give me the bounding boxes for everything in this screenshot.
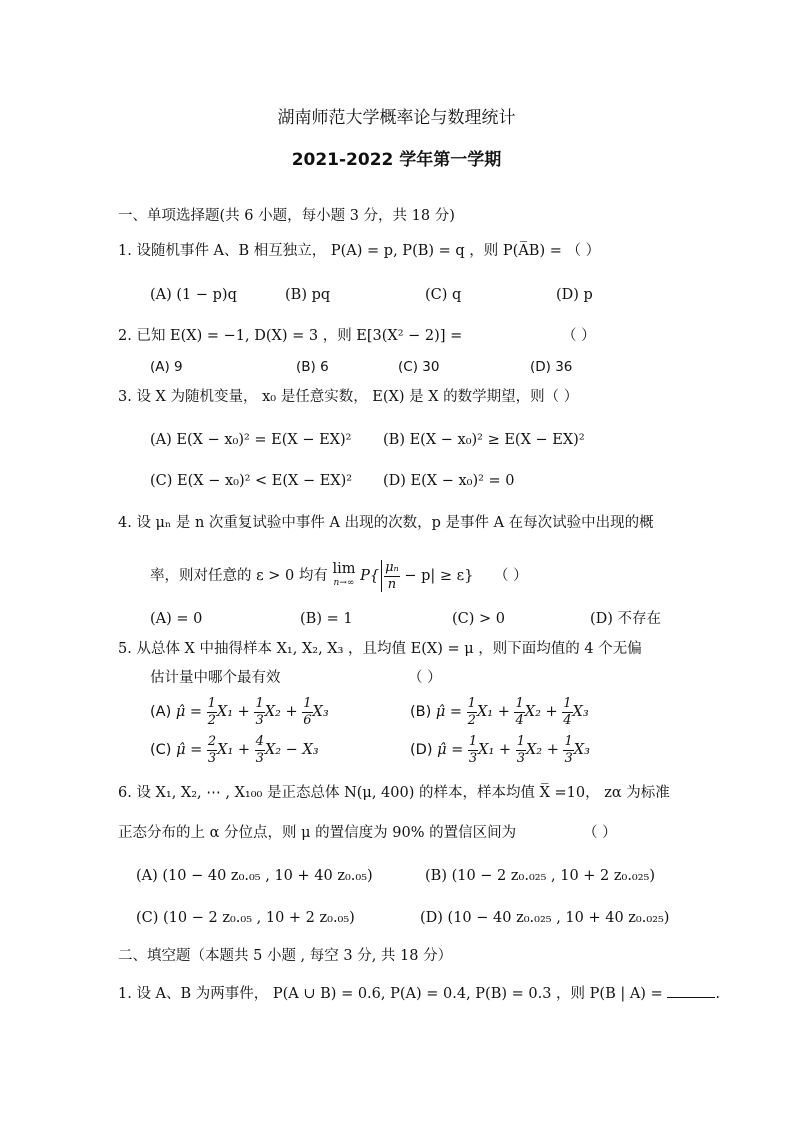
q6-option-c: (C) (10 − 2 z₀.₀₅ , 10 + 2 z₀.₀₅) [136,910,355,926]
q5-c-frac1-num: 2 [207,733,217,749]
q5-b-frac2-num: 1 [515,695,524,711]
q3-stem: 3. 设 X 为随机变量， x₀ 是任意实数， E(X) 是 X 的数学期望，则（ ） [118,389,579,405]
q5-b-frac2-den: 4 [515,712,524,728]
q5-a-term1: X₁ + [216,704,250,720]
q4-frac-num: μₙ [385,559,399,575]
q4-option-a: (A) = 0 [150,611,203,627]
q3-option-b: (B) E(X − x₀)² ≥ E(X − EX)² [383,432,585,448]
q6-option-b: (B) (10 − 2 z₀.₀₂₅ , 10 + 2 z₀.₀₂₅) [425,868,656,884]
q3-option-c: (C) E(X − x₀)² < E(X − EX)² [150,473,353,489]
q5-b-term2: X₂ + [524,704,558,720]
q5-option-c-label: (C) [150,742,172,758]
q5-b-frac3 [562,696,572,729]
q2-paren: （ ） [562,328,596,344]
q6-paren: （ ） [583,825,617,841]
q5-b-frac3-den: 4 [563,712,572,728]
q5-c-frac2-den: 3 [255,750,264,766]
q4-lim-text: lim [332,561,356,577]
q5-a-frac3-num: 1 [303,695,312,711]
q5-b-frac1-num: 1 [467,695,476,711]
q5-c-frac2-num: 4 [255,733,264,749]
q5-d-frac1 [468,734,478,767]
q1-option-c: (C) q [425,287,462,303]
q2-option-b: (B) 6 [296,359,329,375]
q5-c-term1: X₁ + [217,742,251,758]
q5-option-a [150,694,329,730]
q5-b-term3: X₃ [572,704,589,720]
q5-a-frac3-den: 6 [303,712,312,728]
q5-a-frac2-den: 3 [255,712,264,728]
q5-b-frac2 [514,696,524,729]
s2-q1-text: 1. 设 A、B 为两事件， P(A ∪ B) = 0.6, P(A) = 0.4, P(B) = 0.3 ，则 P(B | A) = [118,986,663,1002]
q5-b-term1: X₁ + [476,704,510,720]
q5-stem-line2: 估计量中哪个最有效 [150,670,281,686]
q5-d-term1: X₁ + [478,742,512,758]
q4-stem-prefix: 率，则对任意的 ε > 0 均有 [150,568,328,584]
q6-stem: 6. 设 X₁, X₂, ⋯ , X₁₀₀ 是正态总体 N(μ, 400) 的样本，样本均值 X̅ =10， zα 为标准 [118,785,670,801]
section2-heading: 二、填空题（本题共 5 小题 , 每空 3 分, 共 18 分） [118,948,453,964]
q5-stem: 5. 从总体 X 中抽得样本 X₁, X₂, X₃ ，且均值 E(X) = μ ，则下面均值的 4 个无偏 [118,641,642,657]
q5-b-muhat: μ̂ = [435,704,463,720]
section1-heading: 一、单项选择题(共 6 小题，每小题 3 分，共 18 分) [118,208,455,224]
q5-a-frac2 [254,696,264,729]
q5-d-muhat: μ̂ = [437,742,464,758]
q5-d-frac3 [563,734,573,767]
q1-option-d: (D) p [556,287,593,303]
q1-stem: 1. 设随机事件 A、B 相互独立， P(A) = p, P(B) = q ，则 P(A̅B) = （ ） [118,243,601,259]
q4-option-d: (D) 不存在 [590,611,662,627]
q5-a-term3: X₃ [312,704,329,720]
q5-d-term2: X₂ + [525,742,559,758]
q5-c-frac1-den: 3 [207,750,217,766]
q5-a-frac2-num: 1 [255,695,264,711]
q5-option-b [410,694,589,730]
q5-d-term3: X₃ [573,742,590,758]
q5-a-frac1 [207,696,217,729]
q4-paren: （ ） [494,568,528,584]
q4-prob: P{ [360,568,380,584]
page-title: 湖南师范大学概率论与数理统计 [277,108,516,128]
q5-c-frac1 [207,734,217,767]
q5-option-c [150,732,319,768]
q5-b-frac1 [467,696,477,729]
q4-stem-suffix: − p| ≥ ε} [404,568,474,584]
q5-d-frac3-den: 3 [564,750,573,766]
q5-d-frac1-den: 3 [468,750,478,766]
q5-d-frac2-den: 3 [516,750,525,766]
q5-c-frac2 [255,734,265,767]
q5-option-a-label: (A) [150,704,172,720]
q2-option-c: (C) 30 [398,359,440,375]
q5-option-d-label: (D) [410,742,433,758]
q5-a-frac1-den: 2 [207,712,216,728]
q1-option-b: (B) pq [285,287,331,303]
q4-abs-bar [381,560,382,592]
q4-frac-den: n [387,576,397,592]
q5-option-b-label: (B) [410,704,432,720]
s2-q1 [118,983,720,1004]
q4-stem: 4. 设 μₙ 是 n 次重复试验中事件 A 出现的次数，p 是事件 A 在每次试验中出现的概 [118,515,654,531]
q5-a-frac1-num: 1 [207,695,216,711]
q4-option-b: (B) = 1 [300,611,353,627]
q4-fraction [384,560,400,593]
q5-a-frac3 [302,696,312,729]
q4-stem-line2 [150,556,473,596]
q5-d-frac3-num: 1 [564,733,573,749]
q5-d-frac2-num: 1 [516,733,525,749]
q5-c-muhat: μ̂ = [176,742,203,758]
q5-c-term2: X₂ − X₃ [264,742,319,758]
q2-option-d: (D) 36 [530,359,573,375]
q5-b-frac3-num: 1 [563,695,572,711]
s2-q1-blank[interactable] [667,983,715,998]
q5-option-d [410,732,590,768]
q4-option-c: (C) > 0 [452,611,506,627]
q1-option-a: (A) (1 − p)q [150,287,237,303]
q5-d-frac2 [516,734,526,767]
q6-option-d: (D) (10 − 40 z₀.₀₂₅ , 10 + 40 z₀.₀₂₅) [420,910,670,926]
q6-option-a: (A) (10 − 40 z₀.₀₅ , 10 + 40 z₀.₀₅) [136,868,373,884]
q4-limit [332,562,355,590]
q3-option-a: (A) E(X − x₀)² = E(X − EX)² [150,432,352,448]
q6-stem-line2: 正态分布的上 α 分位点，则 μ 的置信度为 90% 的置信区间为 [118,825,517,841]
q2-option-a: (A) 9 [150,359,183,375]
q5-d-frac1-num: 1 [468,733,478,749]
q3-option-d: (D) E(X − x₀)² = 0 [383,473,515,489]
s2-q1-end: . [715,986,720,1002]
q4-lim-sub: n→∞ [333,578,355,588]
q2-stem: 2. 已知 E(X) = −1, D(X) = 3 ，则 E[3(X² − 2)] = [118,328,463,344]
q5-a-term2: X₂ + [264,704,298,720]
q5-b-frac1-den: 2 [467,712,476,728]
q5-paren: （ ） [408,670,442,686]
q5-a-muhat: μ̂ = [175,704,203,720]
page-subtitle: 2021-2022 学年第一学期 [291,150,502,170]
